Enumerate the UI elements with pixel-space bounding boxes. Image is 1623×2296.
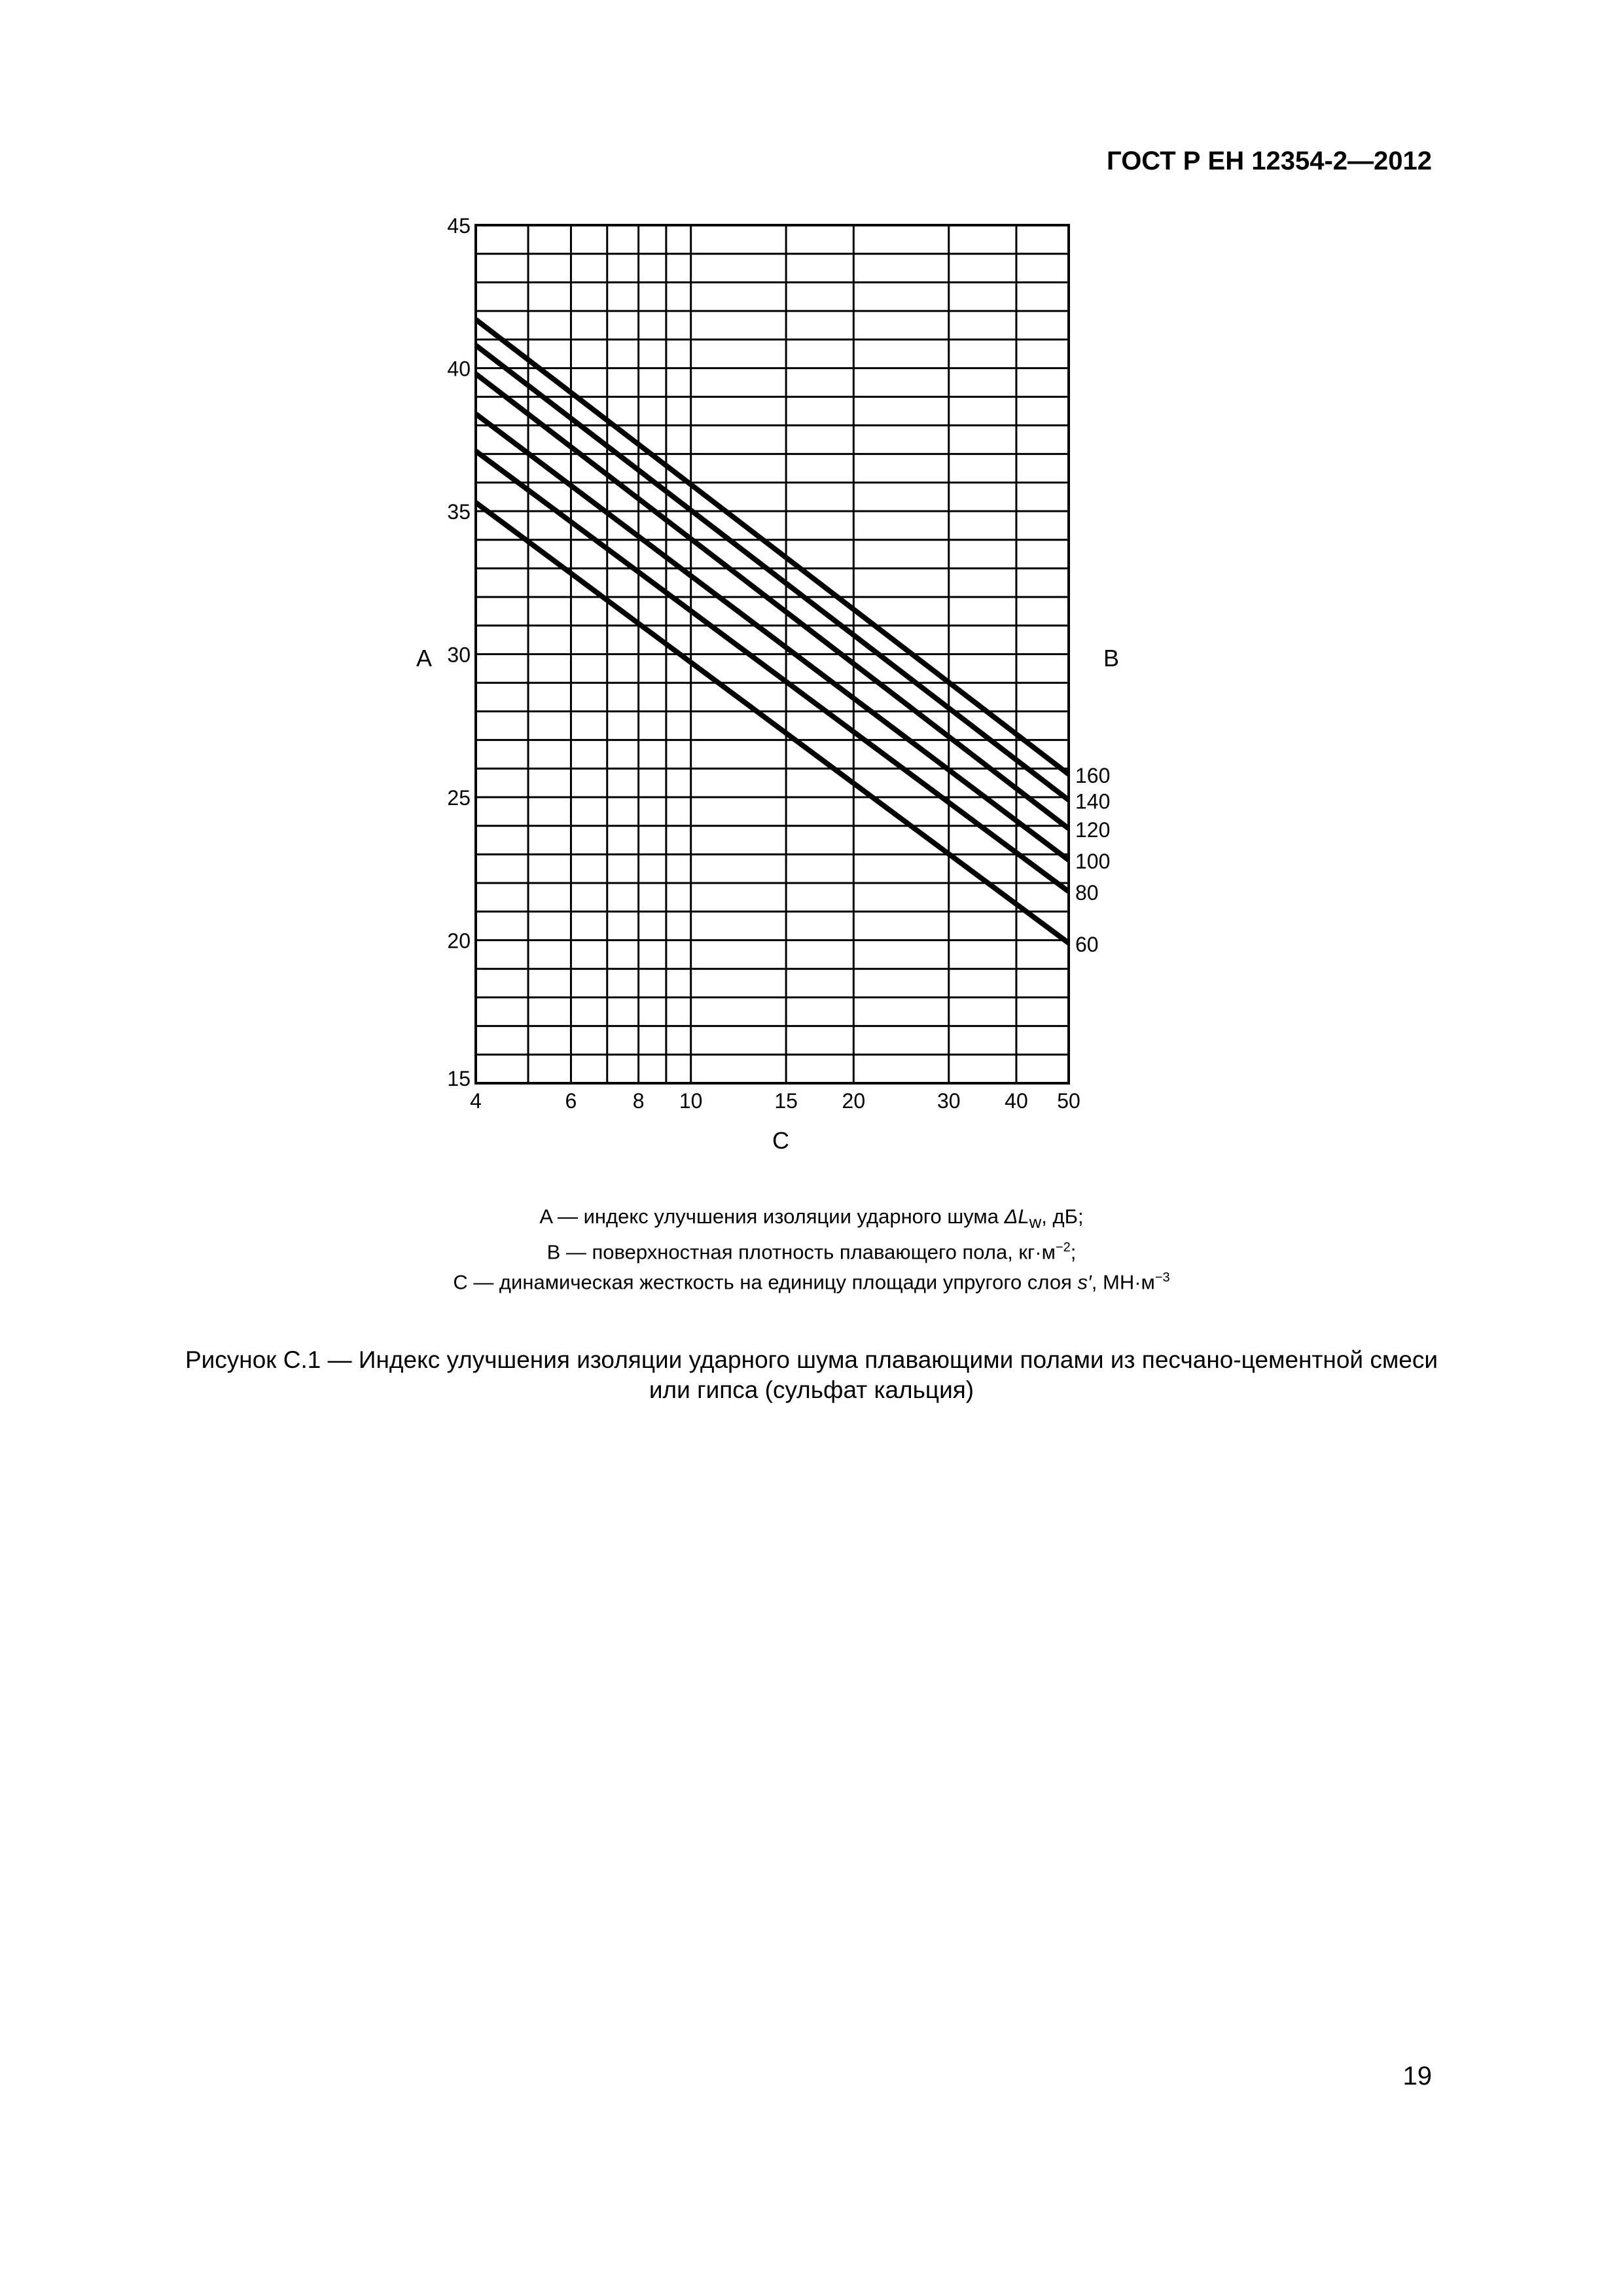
- series-line: [476, 414, 1069, 860]
- x-tick-label: 10: [679, 1089, 703, 1113]
- series-line: [476, 319, 1069, 774]
- caption-line-1: Рисунок С.1 — Индекс улучшения изоляции ударного шума плавающими полами из песчано-цементной смеси: [185, 1346, 1438, 1373]
- figure-caption: [0, 1345, 1623, 1405]
- legend-line-a: A — индекс улучшения изоляции ударного шума $\Delta L_w$, дБ;: [539, 1205, 1084, 1232]
- series-label: 140: [1075, 789, 1111, 814]
- y-tick-label: 25: [447, 786, 471, 810]
- x-tick-label: 15: [774, 1089, 798, 1113]
- legend-line-b: B — поверхностная плотность плавающего пола, $кг\cdot м^{-2}$;: [546, 1240, 1077, 1264]
- series-label: 120: [1075, 818, 1111, 842]
- document-id: ГОСТ Р ЕН 12354-2—2012: [1107, 147, 1432, 175]
- chart-grid: [476, 225, 1069, 1083]
- series-label: 160: [1075, 764, 1111, 788]
- y-tick-label: 15: [447, 1067, 471, 1090]
- series-label: 80: [1075, 881, 1099, 905]
- y-tick-label: 20: [447, 929, 471, 953]
- x-tick-label: 6: [565, 1089, 577, 1113]
- caption-line-2: или гипса (сульфат кальция): [649, 1376, 974, 1403]
- y-tick-label: 30: [447, 643, 471, 667]
- x-tick-label: 8: [632, 1089, 645, 1113]
- chart-labels: [447, 214, 1110, 1113]
- series-label: 60: [1075, 932, 1099, 956]
- x-tick-label: 40: [1005, 1089, 1028, 1113]
- page-number: 19: [1402, 2062, 1432, 2090]
- legend-line-c: C — динамическая жесткость на единицу площади упругого слоя s′, $МН\cdot м^{-3}$: [453, 1270, 1170, 1293]
- x-tick-label: 50: [1057, 1089, 1080, 1113]
- x-tick-label: 30: [936, 1089, 961, 1113]
- series-line: [476, 374, 1069, 829]
- chart-series: [476, 319, 1069, 943]
- figure-legend: [0, 1204, 1623, 1295]
- axis-title-bottom: C: [772, 1127, 789, 1154]
- y-tick-label: 40: [447, 357, 471, 381]
- x-tick-label: 20: [842, 1089, 866, 1113]
- series-label: 100: [1075, 850, 1111, 874]
- x-tick-label: 4: [470, 1089, 482, 1113]
- y-tick-label: 35: [447, 500, 471, 524]
- y-tick-label: 45: [447, 214, 471, 238]
- axis-title-left: A: [416, 645, 433, 672]
- series-line: [476, 346, 1069, 800]
- axis-title-right: B: [1103, 645, 1120, 672]
